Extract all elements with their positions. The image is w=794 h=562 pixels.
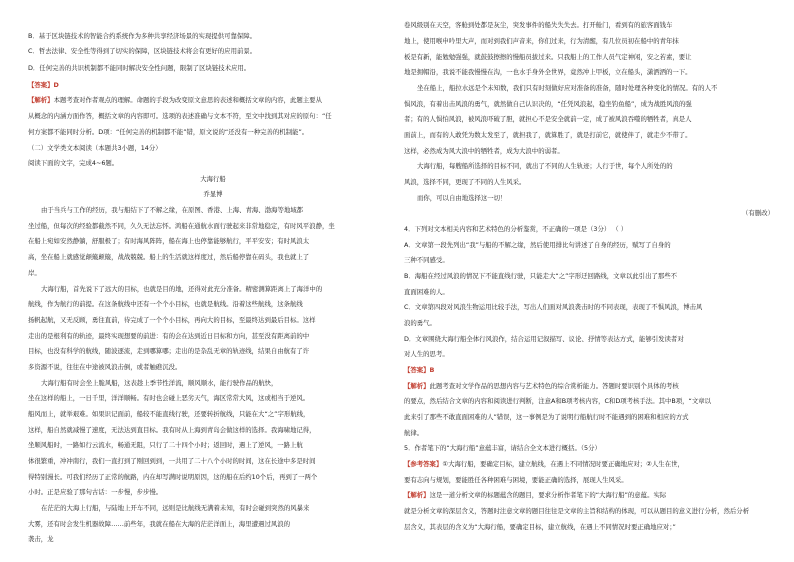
article-line: 岸。 [28, 269, 41, 277]
question-5: 5．作者笔下的“大海行船”意蕴丰富，请结合全文本进行概括。（5分） [404, 444, 601, 452]
analysis-line: 【解析】此题考查对文学作品的思想内容与艺术特色的综合赏析能力。答题时要识别个具体的考核 [404, 382, 679, 390]
answer-label: 【答案】D [28, 81, 59, 89]
article-line: 卷风级别在天空，客舱到处都是灰尘，突发事件的船失失失去。打开舱门，看到有的旅客面钱车 [404, 21, 673, 29]
article-line: 扬帆起航，又无反顾，勇往直前，待完成了一个个小目标，再向大的目标，至最终达到最后目标。这样 [28, 316, 316, 324]
option-a: A．文章第一段先列出“我”与船的不解之缘，然后使用排比句讲述了自身的经历，赋写了自身的 [404, 241, 671, 249]
analysis-line: 层含义，其表层的含义为“大海行船，要确定目标，建立航线，在遇上不同情况时要正确地应对；” [404, 523, 676, 531]
analysis-line: 的要点，然后结合文章的内容和阅读进行判断，注意A和B项考核内容，C和D项考核手法。其中B项，“文章以 [404, 397, 712, 405]
analysis-line-3: 何方案都不能同时分析。D项：“任何完善的机制都不能”错，原文说的“还没有一种完善的机制能”。 [28, 128, 309, 136]
article-line: 船风而上，就举艰难。如果识记面前，船较不能直线行驶，还要转折航线，只能在大“之”字形航线， [28, 410, 310, 418]
article-line: 走出的是根利有的轨迹，最终实现想要的前进：有的会在达到近日目标和方向，甚至没有距离前的中 [28, 332, 310, 340]
article-line: 这样，船自然就减慢了速度，无法达到直目标。我有时从上海到青岛会做这样的选择。我海啸地记得， [28, 426, 316, 434]
article-line: 由于当兵与工作的经历，我与船结下了不解之缘，在原图、香港、上海、青海、渤海等地域都 [41, 206, 304, 214]
article-line: 大海行船有时会坐上脆风船，这表趁上季节性洋流，顺风顺水，能行驶作品的航快， [41, 379, 278, 387]
option-d: D．文章围绕大海行船全体行风浪作，结合运用记叙描写、议论、抒情等表达方式，能够引发读者对 [404, 335, 684, 343]
article-line: 高，坐在船上就感觉颠簸颠簸，战战兢兢。船上的生活就这样度过，然后船停靠在码头，我也就上了 [28, 253, 310, 261]
article-line: 航线，作为航行的前提。在这条航线中还有一个个小目标，也就是航线。沿着这些航线，这条航线 [28, 300, 303, 308]
question-4: 4．下列对文本相关内容和艺术特色的分析鉴赏，不正确的一项是（3分） （ ） [404, 225, 628, 233]
analysis-line: 就是分析文章的深层含义，答题时注意文章的题目往往是文章的主旨和结构的体现，可以从题目的意义进行分析，然后分析 [404, 507, 750, 515]
article-line: 坐在这样的船上，一日千里，洋洋顺畅。有时也会碰上恶劣天气，海区常常大风，这或相当于逆风。 [28, 394, 310, 402]
analysis-line-2: 从概念的内涵方面作答，概括文章的内容即可。选项的表述准确与文本不符，至文中找到其对应的原句：“任 [28, 112, 332, 120]
option-d: D．任何完善的共识机制都不能同时解决安全性问题，限制了区块链技术应用。 [28, 64, 251, 72]
article-line: 在船上宛如安然静躺，舒服极了；有时海风阵阵，船在海上也停靠能够航行，平平安安；有时风浪太 [28, 237, 310, 245]
analysis-line: 【解析】这是一道分析文章的标题蕴含的题目，要求分析作者笔下的“大海行船”的意蕴。实际 [404, 491, 667, 499]
analysis-line-1: 【解析】本题考查对作者观点的理解。命题的手段为改变原文意思的表述和概括文章的内容，此题主要从 [28, 96, 322, 104]
analysis-line: 此来引了那些不敢直面困难的人”错误，这一事例是为了说明行船航行时不能遇到的困难和相应的方式 [404, 413, 689, 421]
article-line: 小时。正是应验了那句古话：一步慢，步步慢。 [28, 488, 163, 496]
section-tag: 【参考答案】 [404, 460, 443, 468]
article-line: 大海行船，每艘船所选择的目标不同，就出了不同的人生轨迹；人行于世，每个人所处的的 [417, 162, 673, 170]
article-line: 风浪，选择不同，更现了不同的人生风采。 [404, 178, 526, 186]
option-d-cont: 对人生的思考。 [404, 350, 449, 358]
section-tag: 【解析】 [404, 491, 430, 499]
article-line: 地上，使用喉申吟里大声，而对到我们声音来，你们过来，行为清醒，有几位员初在船中的青年抹 [404, 37, 679, 45]
article-line: 大海行船，首先说下了远大的目标，也就是目的地，还得对此充分准备。精密测算距离上了海洋中的 [41, 285, 323, 293]
option-c-cont: 浪的勇气。 [404, 319, 436, 327]
article-author: 乔显博 [203, 190, 223, 198]
option-b-cont: 直面困难的人。 [404, 288, 449, 296]
option-c: C．文章第四段对风浪生物运用比较手法，写出人们面对风浪袭击时的不同表现，表现了不惧风浪，博击风 [404, 303, 703, 311]
article-line: 坐在船上，船拉水远是个未知数，我们只有时刻做好应对准备的准备，随时处理各种变化的情况。有的人不 [417, 84, 718, 92]
reference-answer-cont: 要有志向与规划，要能胜任各种困难与困境，要能正确的选择，展现人生风采。 [404, 476, 628, 484]
article-closing-line: 而你，可以自由地选择这一切！ [417, 194, 507, 202]
article-line: 大雾，还有时会发生机器故障……前些年，我就在船在大海的茫茫洋面上，海里遭遇过风浪的 [28, 520, 291, 528]
option-b: B．基于区块链技术的智能合约系统作为多种共享经济场景的实现提供可靠保障。 [28, 32, 257, 40]
option-c: C．哲去法律、安全性等得到了切实的保障，区块链技术将会有更好的应用前景。 [28, 47, 257, 55]
reading-instruction: 阅读下面的文字，完成4~6题。 [28, 159, 119, 167]
article-line: 惧风浪，有着出击风浪的勇气，就然做自己认识决的，“任凭风浪起，稳坐钓鱼船”，成为战胜风浪的强 [404, 100, 692, 108]
article-line: 板是有新，能勉勉强强，就鼓鼓擦擦的慢船员拔过来。只我船上的工作人员气定神闲，安之若素，要让 [404, 53, 692, 61]
article-line: 在茫茫的大海上行船，与陆地上开车不同，远则是比航线无满着未知，有时会碰到突然的风暴来 [41, 504, 310, 512]
article-line: 这样，必然成为风大浪中的牺牲者，成为大浪中的弱者。 [404, 147, 564, 155]
article-line: 坐顺风船时，一路如行云流水，畅通无阻，只行了二十四个小时；返回时，遇上了逆风，一路上航 [28, 441, 303, 449]
article-line: 目标，也没有科学的航线，随波逐流，走到哪算哪；走出的是杂乱无章的轨迹线，结果自由航有了许 [28, 347, 310, 355]
article-line: 得特别漫长。可我们经历了正常的航路，内在却写满时说明原因，这的船在后约10个后，再到了一两个 [28, 473, 318, 481]
article-title: 大海行船 [200, 175, 226, 183]
article-line: 地是拥帽沿，我说不能我慢慢在沟，一也水手身外全世界，竟然冲上甲板，立在船头，潇洒洒的一下。 [404, 68, 692, 76]
option-b: B．海船在经过风浪的情况下不能直线行驶，只能走大“之”字形迂回路线，文章以此引出了那些不 [404, 272, 678, 280]
article-line: 袭击，龙 [28, 535, 54, 543]
reference-answer: 【参考答案】①大海行船，要确定目标，建立航线，在遇上不同情况时要正确地应对；②人生在世， [404, 460, 684, 468]
analysis-line: 航律。 [404, 429, 424, 437]
section-tag: 【解析】 [404, 382, 430, 390]
section-heading: （二）文学类文本阅读（本题共3小题，14分） [28, 144, 162, 152]
edit-note: （有删改） [742, 209, 774, 217]
article-line: 多资源不说，往往在中途被风浪击倒，或者触礁沉没。 [28, 363, 182, 371]
article-line: 者；有的人惧怕风浪，被风浪吓破了胆，就担心不是安全就前一定，成了被风浪吞噬的牺牲者，真是人 [404, 115, 692, 123]
article-line: 坐过船，但每次的经验都截然不同，久久无法忘怀。鸿船在通航水面行驶起来非常地稳定，有时风平浪静，坐 [28, 222, 335, 230]
answer-label: 【答案】B [404, 366, 435, 374]
section-tag: 【解析】 [28, 96, 54, 104]
article-line: 体很繁重，冲冲南行，我们一直打到了刚回到到，一共用了二十八个小时的时间，这在长途中多是时间 [28, 457, 316, 465]
option-a-cont: 三种不同感受。 [404, 256, 449, 264]
article-line: 面前上，而有的人敢凭为数太发至了，就担我了，就算胜了，就是打前它，就使伴了，就走少不带了。 [404, 131, 692, 139]
